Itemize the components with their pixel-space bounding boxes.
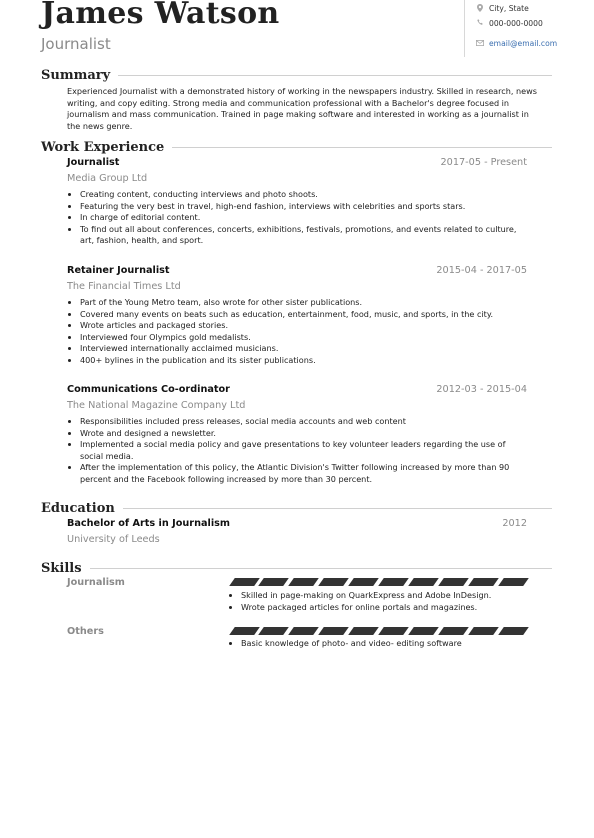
job-entry bbox=[67, 265, 527, 367]
degree-title: Bachelor of Arts in Journalism bbox=[67, 518, 231, 529]
summary-text: Experienced Journalist with a demonstrated history of working in the newspapers industry. Skilled in research, news writing, and copy editing. Strong media and communication professional with a Bachelor's degree focused in journalism and mass communication. Trained in page making software and interested in working as a journalist in the news genre. bbox=[67, 86, 537, 131]
list-item: • Part of the Young Metro team, also wrote for other sister publications. bbox=[80, 297, 527, 309]
list-item: • Covered many events on beats such as education, entertainment, food, music, and sports, in the city. bbox=[80, 309, 527, 321]
contact-email[interactable] bbox=[475, 37, 594, 50]
job-bullets bbox=[67, 416, 527, 486]
candidate-name: James Watson bbox=[41, 0, 280, 31]
experience-heading-text: Work Experience bbox=[41, 140, 165, 155]
job-bullets bbox=[67, 297, 527, 367]
job-company: The Financial Times Ltd bbox=[67, 281, 181, 292]
skill-level-segment bbox=[318, 578, 349, 586]
skill-name: Others bbox=[67, 626, 104, 637]
skill-level-bar bbox=[229, 578, 528, 586]
education-heading bbox=[41, 501, 552, 516]
experience-heading bbox=[41, 140, 552, 155]
education-divider bbox=[123, 508, 552, 509]
skill-level-segment bbox=[438, 578, 469, 586]
skill-bullets bbox=[229, 638, 541, 650]
contact-location bbox=[475, 2, 594, 15]
job-entry bbox=[67, 157, 527, 247]
skill-level-segment bbox=[378, 578, 409, 586]
list-item: • Interviewed four Olympics gold medalists. bbox=[80, 332, 527, 344]
skill-level-segment bbox=[289, 627, 320, 635]
job-date: 2017-05 - Present bbox=[440, 157, 527, 168]
skill-level-segment bbox=[498, 627, 529, 635]
skills-heading-text: Skills bbox=[41, 561, 82, 576]
contact-phone bbox=[475, 17, 594, 30]
candidate-role: Journalist bbox=[41, 35, 111, 53]
location-pin-icon bbox=[475, 4, 485, 14]
skill-name: Journalism bbox=[67, 577, 125, 588]
list-item: • Creating content, conducting interviews and photo shoots. bbox=[80, 189, 527, 201]
school-name: University of Leeds bbox=[67, 534, 160, 545]
list-item: • After the implementation of this policy, the Atlantic Division's Twitter following increased by more than 90 percent and the Facebook following increased by more than 30 percent. bbox=[80, 462, 527, 485]
skill-level-bar bbox=[229, 627, 528, 635]
job-title: Journalist bbox=[67, 157, 120, 168]
skill-level-segment bbox=[498, 578, 529, 586]
skills-divider bbox=[90, 568, 552, 569]
email-link[interactable]: email@email.com bbox=[489, 39, 558, 48]
skill-level-segment bbox=[378, 627, 409, 635]
experience-divider bbox=[172, 147, 552, 148]
skill-level-segment bbox=[408, 627, 439, 635]
skill-level-segment bbox=[348, 578, 379, 586]
skill-level-segment bbox=[229, 627, 260, 635]
job-date: 2012-03 - 2015-04 bbox=[436, 384, 527, 395]
skill-level-segment bbox=[468, 578, 499, 586]
email-icon bbox=[475, 40, 485, 48]
list-item: • To find out all about conferences, concerts, exhibitions, festivals, promotions, and events related to culture, art, fashion, health, and sport. bbox=[80, 224, 527, 247]
contact-block bbox=[464, 0, 594, 57]
list-item: • Basic knowledge of photo- and video- editing software bbox=[241, 638, 541, 650]
skill-level-segment bbox=[348, 627, 379, 635]
list-item: • 400+ bylines in the publication and its sister publications. bbox=[80, 355, 527, 367]
job-title: Communications Co-ordinator bbox=[67, 384, 230, 395]
phone-text: 000-000-0000 bbox=[489, 19, 543, 28]
summary-divider bbox=[118, 75, 552, 76]
list-item: • Wrote packaged articles for online portals and magazines. bbox=[241, 602, 541, 614]
list-item: • Wrote articles and packaged stories. bbox=[80, 320, 527, 332]
list-item: • Implemented a social media policy and gave presentations to key volunteer leaders regarding the use of social media. bbox=[80, 439, 527, 462]
skill-level-segment bbox=[468, 627, 499, 635]
summary-heading-text: Summary bbox=[41, 68, 111, 83]
skill-level-segment bbox=[289, 578, 320, 586]
summary-heading bbox=[41, 68, 552, 83]
job-bullets bbox=[67, 189, 527, 247]
job-title: Retainer Journalist bbox=[67, 265, 170, 276]
education-entry bbox=[67, 518, 527, 545]
skill-bullets bbox=[229, 590, 541, 613]
skill-level-segment bbox=[259, 627, 290, 635]
education-heading-text: Education bbox=[41, 501, 115, 516]
skill-level-segment bbox=[259, 578, 290, 586]
list-item: • Responsibilities included press releases, social media accounts and web content bbox=[80, 416, 527, 428]
job-company: Media Group Ltd bbox=[67, 173, 148, 184]
job-date: 2015-04 - 2017-05 bbox=[436, 265, 527, 276]
skill-level-segment bbox=[438, 627, 469, 635]
phone-icon bbox=[475, 19, 485, 28]
list-item: • Skilled in page-making on QuarkExpress and Adobe InDesign. bbox=[241, 590, 541, 602]
skill-level-segment bbox=[229, 578, 260, 586]
list-item: • Featuring the very best in travel, high-end fashion, interviews with celebrities and sports stars. bbox=[80, 201, 527, 213]
skill-level-segment bbox=[408, 578, 439, 586]
education-year: 2012 bbox=[502, 518, 527, 529]
job-entry bbox=[67, 384, 527, 486]
list-item: • In charge of editorial content. bbox=[80, 212, 527, 224]
skills-heading bbox=[41, 561, 552, 576]
skill-level-segment bbox=[318, 627, 349, 635]
location-text: City, State bbox=[489, 4, 529, 13]
list-item: • Interviewed internationally acclaimed musicians. bbox=[80, 343, 527, 355]
list-item: • Wrote and designed a newsletter. bbox=[80, 428, 527, 440]
job-company: The National Magazine Company Ltd bbox=[67, 400, 246, 411]
